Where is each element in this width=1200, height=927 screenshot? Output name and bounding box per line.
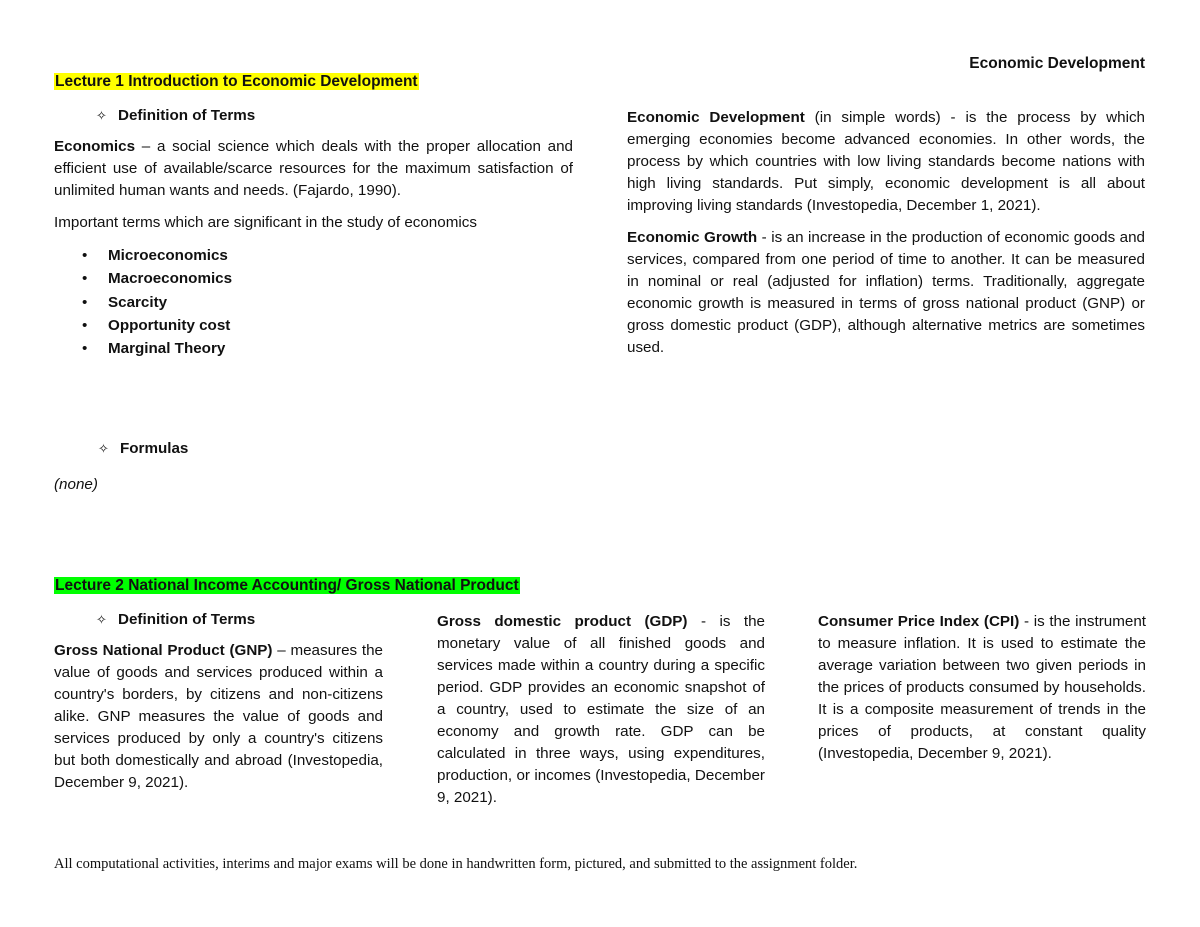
diamond-bullet-icon: ✧ (96, 611, 107, 627)
economics-definition (54, 136, 573, 202)
diamond-bullet-icon: ✧ (96, 107, 107, 123)
economics-term: Economics (54, 138, 136, 155)
gdp-definition (437, 611, 765, 809)
lecture1-heading: Lecture 1 Introduction to Economic Development (55, 73, 418, 90)
formulas-heading-label: Formulas (120, 440, 189, 457)
footer-note: All computational activities, interims and major exams will be done in handwritten form, pictured, and submitted to the assignment folder. (54, 856, 858, 872)
economic-growth-term: Economic Growth (627, 229, 758, 246)
lecture2-column-gnp (54, 611, 383, 794)
cpi-definition (818, 611, 1146, 765)
lecture2-heading-wrap (54, 576, 520, 596)
lecture2-column-gdp (437, 611, 765, 809)
document-title: Economic Development (969, 55, 1145, 72)
cpi-term: Consumer Price Index (CPI) (818, 613, 1020, 630)
lecture1-heading-wrap (54, 72, 419, 92)
definitions-heading (0, 611, 383, 628)
definitions-heading-label: Definition of Terms (118, 611, 256, 628)
list-item: • Opportunity cost (54, 314, 573, 337)
gnp-term: Gross National Product (GNP) (54, 642, 273, 659)
lecture2-heading: Lecture 2 National Income Accounting/ Gross National Product (55, 577, 519, 594)
important-terms-intro: Important terms which are significant in the study of economics (54, 214, 477, 231)
lecture2-column-cpi (818, 611, 1146, 765)
gdp-term: Gross domestic product (GDP) (437, 613, 688, 630)
cpi-def-text: - is the instrument to measure inflation. It is used to estimate the average variation between two given periods in the prices of products consumed by households. It is a composite measurement of trends in the prices of products, at constant quality (Investopedia, December 9, 2021). (818, 613, 1146, 762)
gnp-definition (54, 640, 383, 794)
list-item: • Marginal Theory (54, 337, 573, 360)
lecture1-left-column (54, 107, 573, 360)
formulas-value: (none) (54, 476, 98, 493)
formulas-heading (54, 440, 188, 457)
terms-list (54, 244, 573, 360)
definitions-heading-label: Definition of Terms (118, 107, 256, 124)
list-item: • Microeconomics (54, 244, 573, 267)
economic-growth-def-text: - is an increase in the production of economic goods and services, compared from one period of time to another. It can be measured in nominal or real (adjusted for inflation) terms. Traditionally, aggregate economic growth is measured in terms of gross national product (GNP) or gross domestic product (GDP), although alternative metrics are sometimes used. (627, 229, 1145, 356)
diamond-bullet-icon: ✧ (98, 440, 109, 456)
gnp-def-text: – measures the value of goods and services produced within a country's borders, by citizens and non-citizens alike. GNP measures the value of goods and services produced by only a country's citizens but both domestically and abroad (Investopedia, December 9, 2021). (54, 642, 383, 791)
economic-growth-definition (627, 227, 1145, 359)
lecture1-right-column (627, 107, 1145, 359)
gdp-def-text: - is the monetary value of all finished goods and services made within a country during a specific period. GDP provides an economic snapshot of a country, used to estimate the size of an economy and growth rate. GDP can be calculated in three ways, using expenditures, production, or incomes (Investopedia, December 9, 2021). (437, 613, 765, 806)
list-item: • Scarcity (54, 291, 573, 314)
definitions-heading (0, 107, 573, 124)
economic-development-def-text: (in simple words) - is the process by which emerging economies become advanced economies. In other words, the process by which countries with low living standards become nations with high living standards. Put simply, economic development is all about improving living standards (Investopedia, December 1, 2021). (627, 109, 1146, 214)
economic-development-definition (627, 107, 1145, 217)
economic-development-term: Economic Development (627, 109, 805, 126)
economics-def-text: – a social science which deals with the proper allocation and efficient use of available/scarce resources for the maximum satisfaction of unlimited human wants and needs. (Fajardo, 1990). (54, 138, 573, 199)
list-item: • Macroeconomics (54, 267, 573, 290)
